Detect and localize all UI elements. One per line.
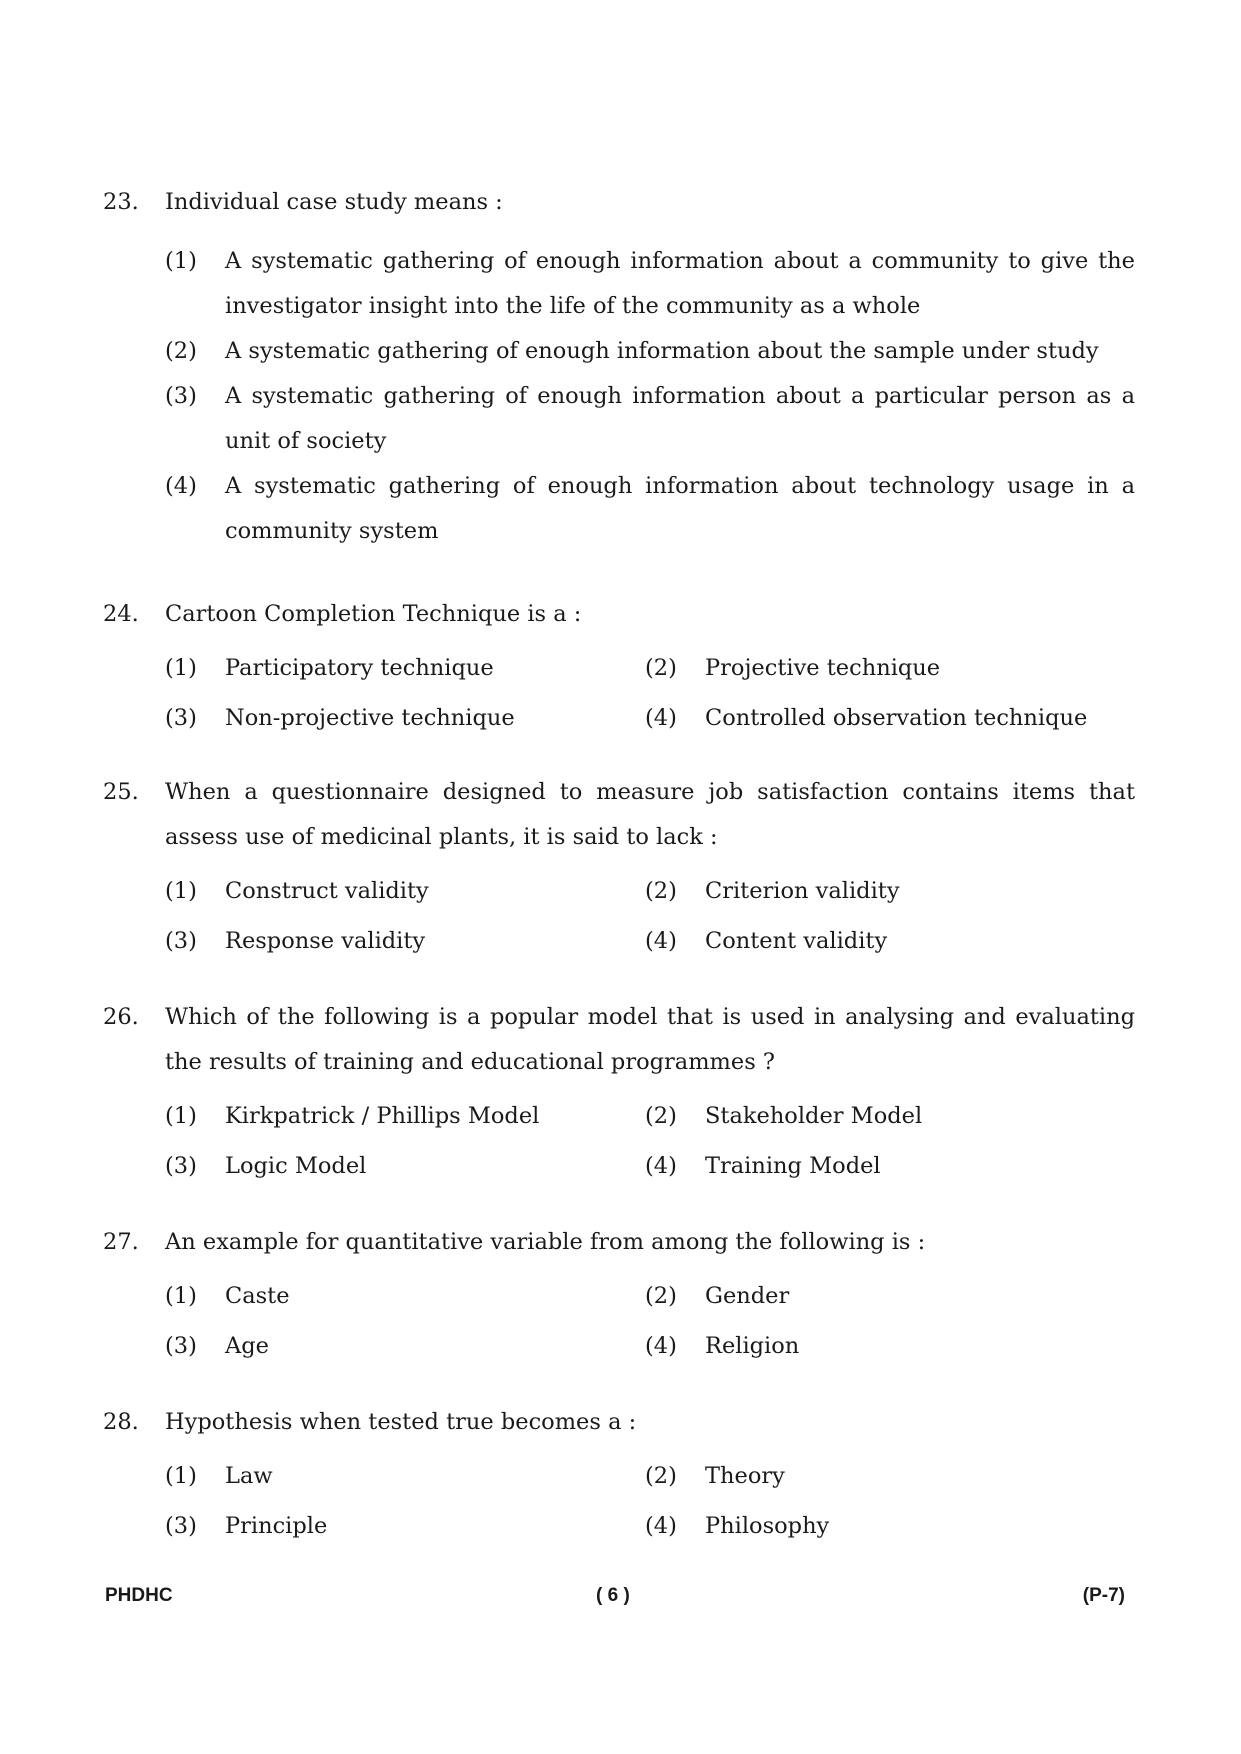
option: [165, 693, 645, 743]
option: [645, 1451, 1125, 1501]
option-text: Religion: [705, 1333, 800, 1359]
option-text: Caste: [225, 1283, 290, 1309]
option-text: Training Model: [705, 1153, 881, 1179]
option: [165, 916, 645, 966]
option: [165, 239, 1135, 329]
option-text: Gender: [705, 1283, 790, 1309]
option: [165, 329, 1135, 374]
option-text: Kirkpatrick / Phillips Model: [225, 1103, 540, 1129]
option-text: A systematic gathering of enough information about a community to give the investigator insight into the life of the community as a whole: [225, 248, 1135, 319]
option: [165, 866, 645, 916]
option-text: Law: [225, 1463, 273, 1489]
option-text: Controlled observation technique: [705, 705, 1088, 731]
option-number: (2): [645, 1463, 677, 1489]
option-number: (1): [165, 878, 197, 904]
option: [165, 1501, 645, 1551]
option-number: (1): [165, 1103, 197, 1129]
option-text: Principle: [225, 1513, 328, 1539]
option-text: Non-projective technique: [225, 705, 515, 731]
option-number: (4): [645, 705, 677, 731]
option: [645, 643, 1125, 693]
option-number: (4): [645, 1153, 677, 1179]
option: [165, 1271, 645, 1321]
option-text: Logic Model: [225, 1153, 367, 1179]
option: [165, 374, 1135, 464]
option: [165, 464, 1135, 554]
option: [165, 1321, 645, 1371]
question-text: When a questionnaire designed to measure job satisfaction contains items that assess use of medicinal plants, it is said to lack :: [165, 779, 1135, 850]
option-number: (3): [165, 1153, 197, 1179]
question-number: 26.: [103, 1004, 139, 1030]
question-number: 28.: [103, 1409, 139, 1435]
options-grid: [165, 1091, 1135, 1191]
question-text: Which of the following is a popular model that is used in analysing and evaluating the results of training and educational programmes ?: [165, 1004, 1135, 1075]
option: [165, 1451, 645, 1501]
option-number: (2): [645, 1283, 677, 1309]
set-code: (P-7): [1082, 1585, 1125, 1606]
question-number: 25.: [103, 779, 139, 805]
option: [645, 693, 1125, 743]
question-number: 24.: [103, 601, 139, 627]
option-text: A systematic gathering of enough information about the sample under study: [225, 338, 1099, 364]
option-text: A systematic gathering of enough information about a particular person as a unit of society: [225, 383, 1135, 454]
option-number: (2): [645, 878, 677, 904]
option-text: Philosophy: [705, 1513, 830, 1539]
option: [645, 1141, 1125, 1191]
option: [165, 1141, 645, 1191]
option-number: (1): [165, 655, 197, 681]
option-number: (3): [165, 1333, 197, 1359]
option: [645, 1091, 1125, 1141]
option-number: (4): [645, 1513, 677, 1539]
option-text: Participatory technique: [225, 655, 494, 681]
option-number: (2): [645, 655, 677, 681]
question-25: [103, 770, 1135, 966]
question-text: Hypothesis when tested true becomes a :: [165, 1409, 637, 1435]
options-grid: [165, 643, 1135, 743]
question-text: An example for quantitative variable from among the following is :: [165, 1229, 926, 1255]
question-28: [103, 1400, 1135, 1551]
question-26: [103, 995, 1135, 1191]
option: [645, 1271, 1125, 1321]
options-grid: [165, 1451, 1135, 1551]
options-grid: [165, 866, 1135, 966]
question-23: [103, 180, 1135, 554]
question-number: 23.: [103, 189, 139, 215]
page-footer: [105, 1585, 1125, 1615]
option-text: Projective technique: [705, 655, 941, 681]
option-text: Theory: [705, 1463, 785, 1489]
option-text: Stakeholder Model: [705, 1103, 923, 1129]
option-number: (3): [165, 928, 197, 954]
option: [165, 643, 645, 693]
option: [165, 1091, 645, 1141]
option: [645, 916, 1125, 966]
option-number: (3): [165, 383, 197, 409]
option-number: (3): [165, 705, 197, 731]
question-text: Cartoon Completion Technique is a :: [165, 601, 582, 627]
option-text: A systematic gathering of enough information about technology usage in a community system: [225, 473, 1135, 544]
option-number: (2): [645, 1103, 677, 1129]
option-text: Criterion validity: [705, 878, 900, 904]
options-grid: [165, 1271, 1135, 1371]
option-text: Age: [225, 1333, 269, 1359]
option-number: (1): [165, 248, 197, 274]
option-text: Construct validity: [225, 878, 429, 904]
option-number: (2): [165, 338, 197, 364]
paper-code: PHDHC: [105, 1585, 173, 1606]
question-27: [103, 1220, 1135, 1371]
option-number: (1): [165, 1283, 197, 1309]
question-text: Individual case study means :: [165, 189, 503, 215]
option-text: Content validity: [705, 928, 888, 954]
question-24: [103, 592, 1135, 743]
option-number: (4): [645, 1333, 677, 1359]
option: [645, 866, 1125, 916]
option-text: Response validity: [225, 928, 426, 954]
option-number: (3): [165, 1513, 197, 1539]
page-number: ( 6 ): [596, 1585, 630, 1606]
question-number: 27.: [103, 1229, 139, 1255]
option: [645, 1501, 1125, 1551]
option-number: (1): [165, 1463, 197, 1489]
option: [645, 1321, 1125, 1371]
option-number: (4): [645, 928, 677, 954]
option-number: (4): [165, 473, 197, 499]
